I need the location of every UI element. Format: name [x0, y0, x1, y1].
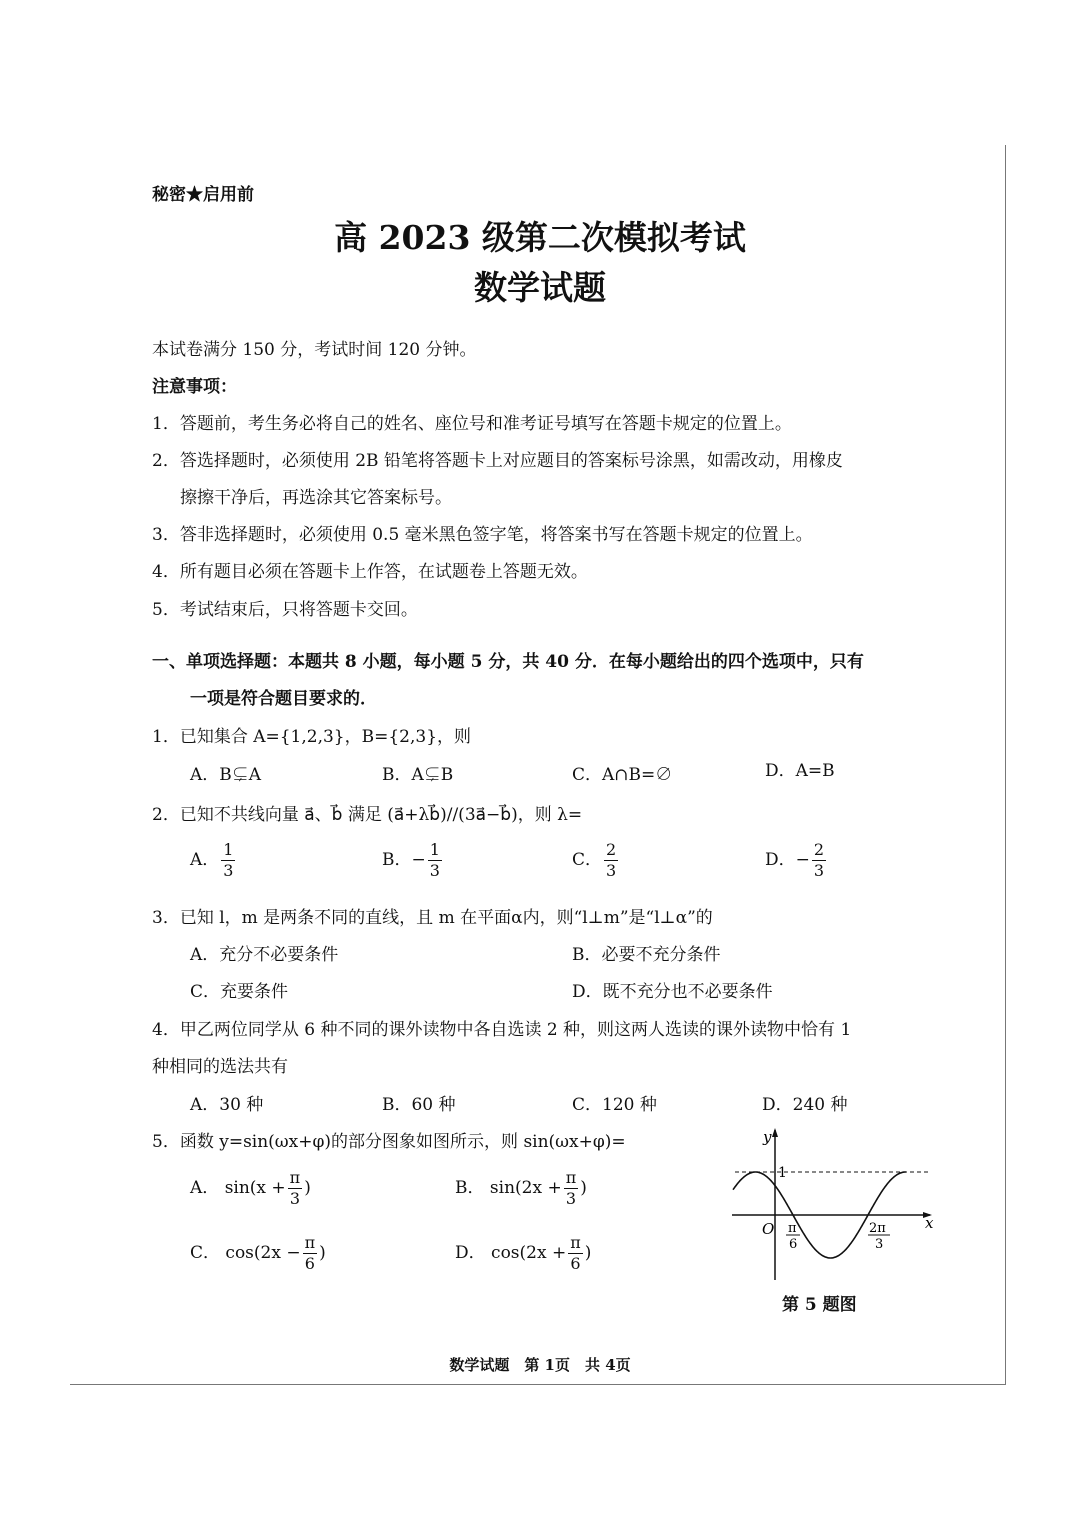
fraction: $\frac{2}{3}$ — [606, 840, 617, 880]
option: A． $\frac{1}{3}$ — [190, 840, 234, 880]
note-item: 2．答选择题时，必须使用 2B 铅笔将答题卡上对应题目的答案标号涂黑，如需改动，用橡皮 — [152, 451, 843, 471]
option: B．必要不充分条件 — [572, 945, 721, 965]
question-3-stem: 3．已知 l，m 是两条不同的直线，且 m 在平面α内，则“l⊥m”是“l⊥α”的 — [152, 908, 713, 928]
note-item: 4．所有题目必须在答题卡上作答，在试题卷上答题无效。 — [152, 562, 588, 582]
y-axis-arrow-icon — [772, 1128, 778, 1137]
fraction: $\frac{2}{3}$ — [813, 840, 825, 880]
tick-2pi-3-den: 3 — [875, 1237, 884, 1252]
question-2-stem: 2．已知不共线向量 a⃗、b⃗ 满足 (a⃗+λb⃗)//(3a⃗−b⃗)，则 λ= — [152, 805, 583, 825]
exam-title: 高 2023 级第二次模拟考试 — [334, 218, 746, 257]
option: A．充分不必要条件 — [190, 945, 339, 965]
fraction: $\frac{\pi}{6}$ — [570, 1233, 581, 1273]
option: B．60 种 — [382, 1095, 456, 1115]
fraction: $\frac{\pi}{3}$ — [565, 1168, 577, 1208]
option: B．− $\frac{1}{3}$ — [382, 840, 440, 880]
intro-text: 本试卷满分 150 分，考试时间 120 分钟。 — [152, 340, 477, 360]
question-1-stem: 1．已知集合 A={1,2,3}，B={2,3}，则 — [152, 727, 472, 747]
option: C．充要条件 — [190, 982, 289, 1002]
option: D．A=B — [765, 761, 835, 781]
fraction: $\frac{1}{3}$ — [429, 840, 440, 880]
page-footer: 数学试题 第 1页 共 4页 — [449, 1356, 631, 1374]
option: D．既不充分也不必要条件 — [572, 982, 773, 1002]
option: C．120 种 — [572, 1095, 657, 1115]
note-item: 5．考试结束后，只将答题卡交回。 — [152, 600, 418, 620]
section-heading: 一、单项选择题：本题共 8 小题，每小题 5 分，共 40 分．在每小题给出的四个选项中，只有 — [152, 652, 864, 672]
x-axis-label: x — [925, 1214, 934, 1232]
option: B． sin(2x + $\frac{\pi}{3}$ ) — [455, 1168, 587, 1208]
sine-graph-figure — [720, 1120, 950, 1290]
option: A．30 种 — [190, 1095, 264, 1115]
tick-pi-6-den: 6 — [789, 1237, 798, 1252]
question-4-stem: 种相同的选法共有 — [152, 1057, 288, 1077]
y-axis-label: y — [763, 1128, 772, 1146]
section-heading: 一项是符合题目要求的． — [190, 689, 377, 709]
option: D．240 种 — [762, 1095, 848, 1115]
note-item: 3．答非选择题时，必须使用 0.5 毫米黑色签字笔，将答案书写在答题卡规定的位置上。 — [152, 525, 813, 545]
question-4-stem: 4．甲乙两位同学从 6 种不同的课外读物中各自选读 2 种，则这两人选读的课外读物中恰有 1 — [152, 1020, 852, 1040]
max-value-label: 1 — [778, 1165, 787, 1181]
option: C．A∩B=∅ — [572, 765, 673, 785]
option: A． sin(x + $\frac{\pi}{3}$ ) — [190, 1168, 311, 1208]
option: C． cos(2x − $\frac{\pi}{6}$ ) — [190, 1233, 326, 1273]
page-border-right — [1005, 145, 1006, 1385]
option: D． cos(2x + $\frac{\pi}{6}$ ) — [455, 1233, 592, 1273]
page-border-bottom — [70, 1384, 1006, 1385]
question-5-stem: 5．函数 y=sin(ωx+φ)的部分图象如图所示，则 sin(ωx+φ)= — [152, 1132, 626, 1152]
note-item: 擦擦干净后，再选涂其它答案标号。 — [180, 488, 452, 508]
option: A．B⊊A — [190, 765, 262, 785]
origin-label: O — [762, 1220, 775, 1238]
option: B．A⊊B — [382, 765, 454, 785]
notes-title: 注意事项： — [152, 377, 237, 397]
option: C． $\frac{2}{3}$ — [572, 840, 617, 880]
fraction: $\frac{1}{3}$ — [223, 840, 234, 880]
confidential-label: 秘密★启用前 — [152, 185, 254, 205]
figure-caption: 第 5 题图 — [782, 1295, 857, 1315]
note-item: 1．答题前，考生务必将自己的姓名、座位号和准考证号填写在答题卡规定的位置上。 — [152, 414, 792, 434]
tick-pi-6-num: π — [788, 1221, 797, 1236]
fraction: $\frac{\pi}{3}$ — [289, 1168, 301, 1208]
tick-2pi-3-num: 2π — [869, 1221, 886, 1236]
fraction: $\frac{\pi}{6}$ — [304, 1233, 316, 1273]
exam-subtitle: 数学试题 — [474, 268, 606, 307]
option: D．− $\frac{2}{3}$ — [765, 840, 825, 880]
